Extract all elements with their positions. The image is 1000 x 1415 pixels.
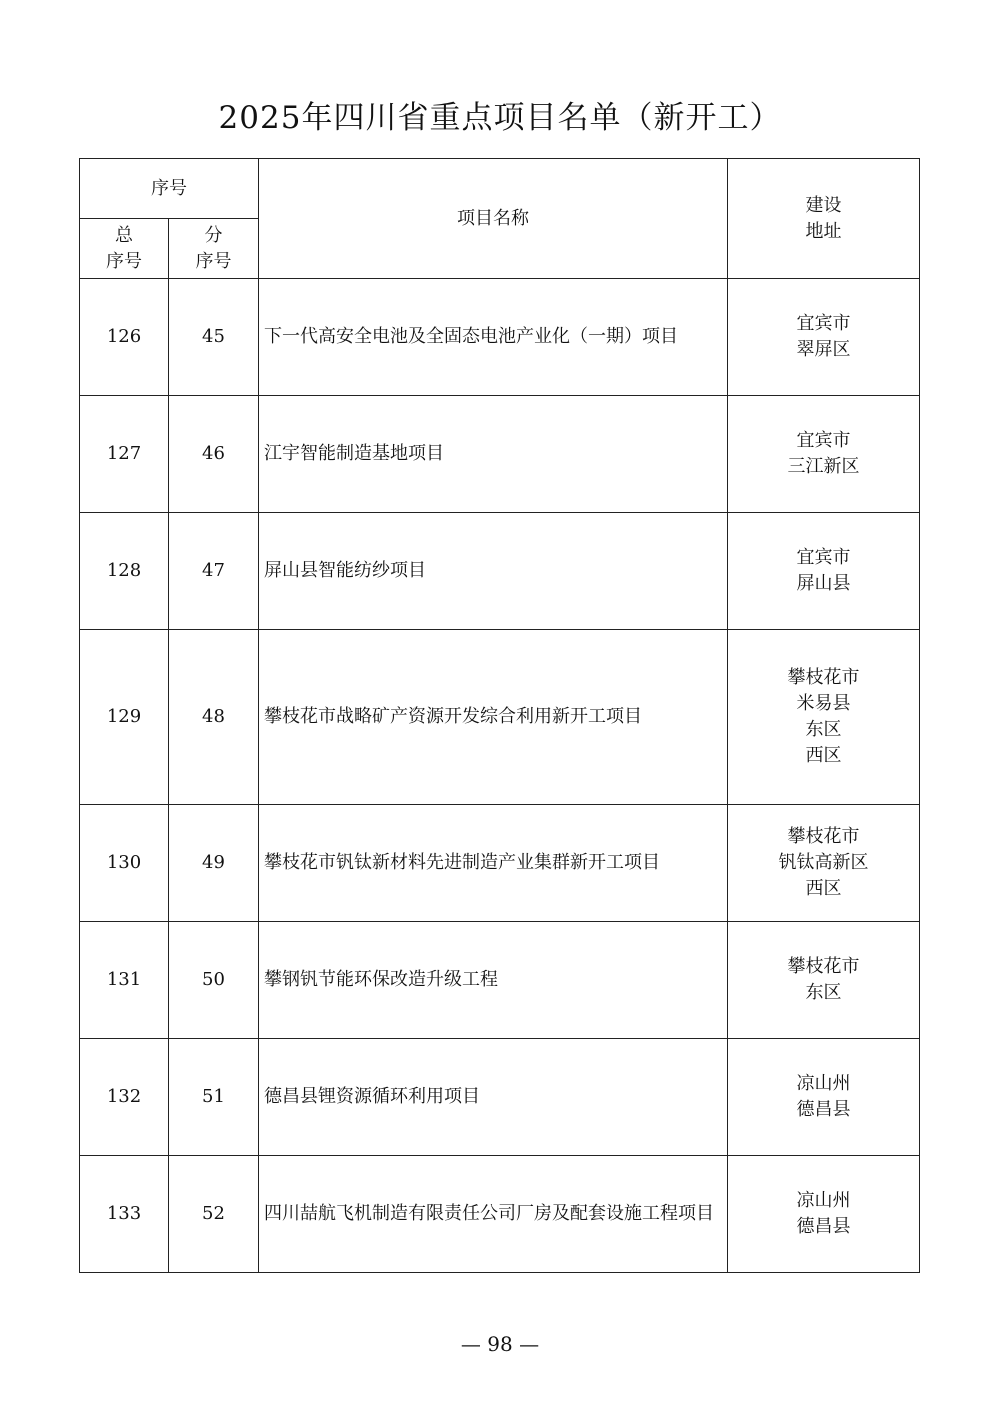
location-cell: [728, 513, 920, 630]
location-line: 翠屏区: [796, 339, 851, 360]
table-row: [80, 1039, 920, 1156]
header-location-line: 建设: [805, 194, 842, 216]
header-total-seq-line: 总: [115, 224, 133, 246]
location-line: 宜宾市: [796, 547, 851, 568]
location-cell: [728, 922, 920, 1039]
total-seq-cell: 133: [80, 1156, 169, 1273]
location-line: 宜宾市: [796, 313, 851, 334]
page-title: 2025年四川省重点项目名单（新开工）: [218, 100, 782, 136]
total-seq-cell: 128: [80, 513, 169, 630]
location-line: 屏山县: [796, 573, 851, 594]
location-line: 三江新区: [787, 456, 860, 477]
location-line: 东区: [805, 982, 842, 1003]
header-seq-group: 序号: [80, 159, 259, 219]
table-row: [80, 279, 920, 396]
project-name-cell: 德昌县锂资源循环利用项目: [259, 1039, 728, 1156]
location-cell: [728, 805, 920, 922]
location-line: 凉山州: [796, 1073, 851, 1094]
total-seq-cell: 126: [80, 279, 169, 396]
project-name-cell: 屏山县智能纺纱项目: [259, 513, 728, 630]
header-sub-seq-line: 序号: [195, 250, 232, 272]
project-name-cell: 江宇智能制造基地项目: [259, 396, 728, 513]
location-cell: [728, 1156, 920, 1273]
location-line: 凉山州: [796, 1190, 851, 1211]
table-row: [80, 513, 920, 630]
sub-seq-cell: 46: [169, 396, 259, 513]
location-line: 德昌县: [796, 1099, 851, 1120]
location-line: 攀枝花市: [787, 667, 860, 688]
table-row: [80, 1156, 920, 1273]
location-line: 德昌县: [796, 1216, 851, 1237]
header-project-name: 项目名称: [259, 159, 728, 279]
sub-seq-cell: 49: [169, 805, 259, 922]
header-sub-seq-line: 分: [204, 224, 223, 246]
location-cell: [728, 279, 920, 396]
header-location: [728, 159, 920, 279]
location-line: 西区: [805, 878, 842, 899]
total-seq-cell: 129: [80, 630, 169, 805]
sub-seq-cell: 51: [169, 1039, 259, 1156]
header-total-seq: [80, 219, 169, 279]
location-line: 西区: [805, 745, 842, 766]
total-seq-cell: 127: [80, 396, 169, 513]
project-name-cell: 攀枝花市钒钛新材料先进制造产业集群新开工项目: [259, 805, 728, 922]
location-line: 攀枝花市: [787, 956, 860, 977]
location-line: 钒钛高新区: [778, 852, 869, 873]
location-line: 东区: [805, 719, 842, 740]
table-header-row: [80, 159, 920, 219]
table-row: [80, 630, 920, 805]
header-location-line: 地址: [805, 220, 842, 242]
location-cell: [728, 1039, 920, 1156]
project-name-cell: 攀钢钒节能环保改造升级工程: [259, 922, 728, 1039]
header-sub-seq: [169, 219, 259, 279]
total-seq-cell: 130: [80, 805, 169, 922]
header-total-seq-line: 序号: [106, 250, 142, 272]
project-name-cell: 四川喆航飞机制造有限责任公司厂房及配套设施工程项目: [259, 1156, 728, 1273]
sub-seq-cell: 47: [169, 513, 259, 630]
total-seq-cell: 131: [80, 922, 169, 1039]
page-number: — 98 —: [460, 1332, 540, 1356]
location-cell: [728, 396, 920, 513]
location-line: 宜宾市: [796, 430, 851, 451]
sub-seq-cell: 52: [169, 1156, 259, 1273]
table-row: [80, 805, 920, 922]
table-row: [80, 396, 920, 513]
sub-seq-cell: 50: [169, 922, 259, 1039]
location-cell: [728, 630, 920, 805]
project-name-cell: 下一代高安全电池及全固态电池产业化（一期）项目: [259, 279, 728, 396]
project-name-cell: 攀枝花市战略矿产资源开发综合利用新开工项目: [259, 630, 728, 805]
location-line: 攀枝花市: [787, 826, 860, 847]
sub-seq-cell: 48: [169, 630, 259, 805]
table-row: [80, 922, 920, 1039]
total-seq-cell: 132: [80, 1039, 169, 1156]
sub-seq-cell: 45: [169, 279, 259, 396]
location-line: 米易县: [796, 693, 851, 714]
project-table: [79, 158, 920, 1273]
